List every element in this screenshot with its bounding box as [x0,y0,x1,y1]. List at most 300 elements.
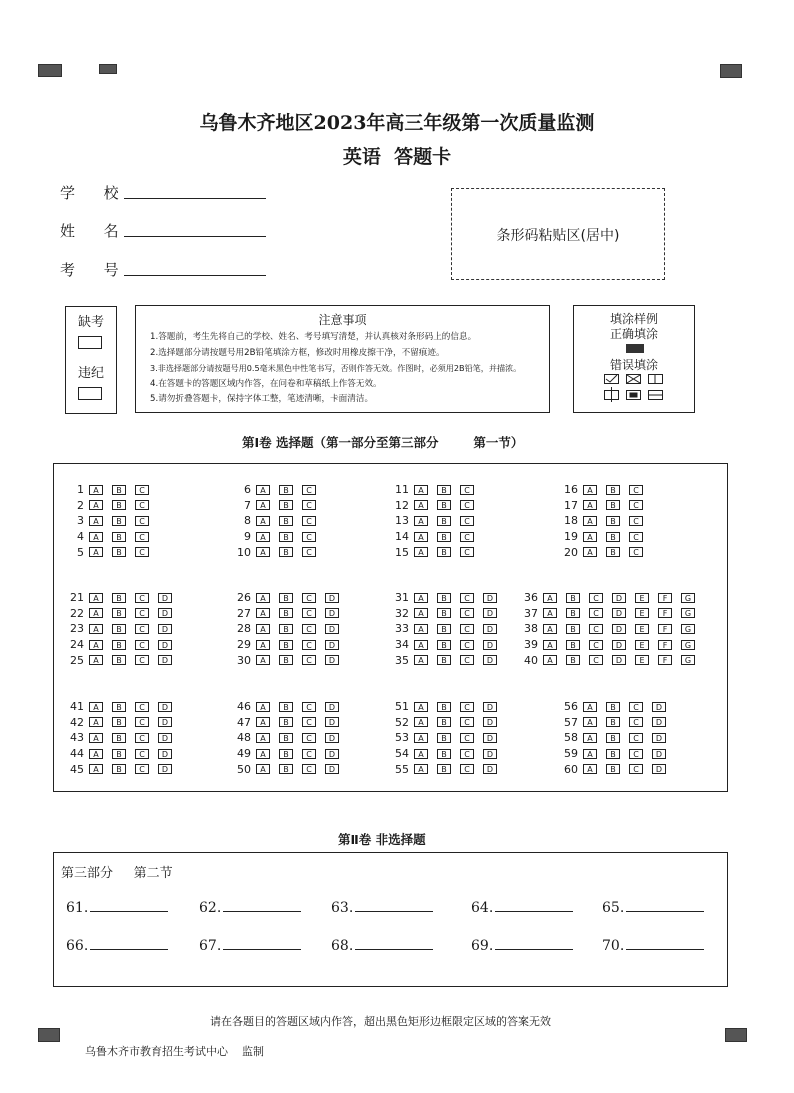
answer-bubble[interactable]: B [606,749,620,759]
answer-bubble[interactable]: A [89,547,103,557]
answer-bubble[interactable]: D [158,624,172,634]
answer-bubble[interactable]: D [158,764,172,774]
answer-bubble[interactable]: D [158,733,172,743]
answer-bubble[interactable]: E [635,593,649,603]
answer-bubble[interactable]: D [612,608,626,618]
question-number: 32 [395,606,409,620]
answer-bubble[interactable]: D [325,749,339,759]
answer-bubble[interactable]: B [437,593,451,603]
answer-bubble[interactable]: A [543,640,557,650]
answer-bubble[interactable]: C [589,593,603,603]
answer-bubble[interactable]: A [256,624,270,634]
answer-bubble[interactable]: A [89,593,103,603]
answer-bubble[interactable]: E [635,640,649,650]
answer-bubble[interactable]: G [681,608,695,618]
answer-bubble[interactable]: B [279,547,293,557]
answer-bubble[interactable]: A [89,733,103,743]
school-label: 学 校 [60,184,119,202]
barcode-label: 条形码粘贴区(居中) [496,228,620,244]
answer-bubble[interactable]: B [437,608,451,618]
question-row [516,590,704,606]
violation-checkbox[interactable] [78,387,102,400]
answer-bubble[interactable]: B [606,702,620,712]
answer-bubble[interactable]: B [437,764,451,774]
answer-blank[interactable] [66,935,168,954]
answer-bubble[interactable]: A [414,532,428,542]
answer-bubble[interactable]: B [112,608,126,618]
answer-bubble[interactable]: D [158,717,172,727]
answer-bubble[interactable]: C [302,764,316,774]
correct-fill-sample [626,344,644,353]
question-row [62,529,158,545]
answer-bubble[interactable]: A [89,640,103,650]
answer-bubble[interactable]: B [566,640,580,650]
answer-bubble[interactable]: A [256,717,270,727]
answer-bubble[interactable]: A [256,547,270,557]
answer-bubble[interactable]: C [302,516,316,526]
answer-bubble[interactable]: C [460,733,474,743]
answer-bubble[interactable]: D [158,593,172,603]
question-number: 43 [70,731,84,745]
answer-bubble[interactable]: C [302,485,316,495]
answer-bubble[interactable]: C [460,764,474,774]
question-row [387,699,506,715]
answer-bubble[interactable]: B [112,640,126,650]
question-number: 44 [70,747,84,761]
answer-bubble[interactable]: B [112,532,126,542]
answer-bubble[interactable]: D [325,624,339,634]
answer-bubble[interactable]: A [583,733,597,743]
question-row [229,637,348,653]
answer-bubble[interactable]: G [681,624,695,634]
answer-bubble[interactable]: C [460,624,474,634]
question-number: 15 [395,545,409,559]
answer-bubble[interactable]: C [302,717,316,727]
answer-bubble[interactable]: A [583,500,597,510]
answer-bubble[interactable]: B [279,485,293,495]
question-number: 22 [70,606,84,620]
answer-bubble[interactable]: A [89,764,103,774]
answer-bubble[interactable]: B [606,717,620,727]
answer-bubble[interactable]: A [256,640,270,650]
answer-bubble[interactable]: A [256,749,270,759]
answer-bubble[interactable]: A [89,485,103,495]
name-field[interactable] [124,220,266,237]
registration-mark-bottom-right [725,1028,747,1042]
answer-bubble[interactable]: B [112,485,126,495]
answer-bubble[interactable]: A [414,624,428,634]
answer-bubble[interactable]: C [302,608,316,618]
answer-bubble[interactable]: D [158,749,172,759]
answer-bubble[interactable]: C [629,764,643,774]
answer-bubble[interactable]: B [279,516,293,526]
answer-bubble[interactable]: D [483,655,497,665]
answer-bubble[interactable]: A [414,485,428,495]
answer-bubble[interactable]: B [279,749,293,759]
answer-bubble[interactable]: B [606,733,620,743]
answer-bubble[interactable]: C [135,717,149,727]
answer-blank[interactable] [66,897,168,916]
answer-bubble[interactable]: C [135,516,149,526]
answer-bubble[interactable]: C [460,608,474,618]
answer-bubble[interactable]: B [112,624,126,634]
answer-bubble[interactable]: C [460,749,474,759]
absent-checkbox[interactable] [78,336,102,349]
answer-bubble[interactable]: A [583,532,597,542]
answer-bubble[interactable]: B [606,532,620,542]
answer-bubble[interactable]: D [652,749,666,759]
answer-bubble[interactable]: D [483,749,497,759]
answer-bubble[interactable]: F [658,655,672,665]
answer-bubble[interactable]: A [543,608,557,618]
answer-bubble[interactable]: A [414,733,428,743]
answer-bubble[interactable]: A [583,749,597,759]
answer-bubble[interactable]: B [437,749,451,759]
answer-bubble[interactable]: C [589,640,603,650]
answer-bubble[interactable]: C [135,532,149,542]
answer-bubble[interactable]: D [325,640,339,650]
answer-bubble[interactable]: A [89,532,103,542]
answer-bubble[interactable]: A [583,702,597,712]
answer-bubble[interactable]: D [325,717,339,727]
answer-bubble[interactable]: B [437,485,451,495]
answer-bubble[interactable]: A [543,624,557,634]
answer-bubble[interactable]: D [612,655,626,665]
answer-bubble[interactable]: D [483,640,497,650]
answer-bubble[interactable]: F [658,608,672,618]
answer-bubble[interactable]: D [325,702,339,712]
answer-blank[interactable] [471,897,573,916]
blank-line[interactable] [355,935,433,950]
answer-bubble[interactable]: D [612,593,626,603]
answer-bubble[interactable]: G [681,655,695,665]
blank-number: 62. [199,900,222,916]
answer-bubble[interactable]: C [302,624,316,634]
question-row [229,606,348,622]
barcode-area[interactable] [451,188,665,280]
answer-bubble[interactable]: B [112,655,126,665]
answer-bubble[interactable]: B [279,717,293,727]
answer-bubble[interactable]: C [302,593,316,603]
answer-blank[interactable] [471,935,573,954]
answer-bubble[interactable]: B [606,764,620,774]
answer-bubble[interactable]: A [89,702,103,712]
answer-bubble[interactable]: C [460,500,474,510]
answer-bubble[interactable]: C [460,717,474,727]
answer-bubble[interactable]: C [629,717,643,727]
blank-number: 63. [331,900,354,916]
answer-bubble[interactable]: A [414,608,428,618]
blank-number: 65. [602,900,625,916]
answer-bubble[interactable]: C [629,532,643,542]
answer-bubble[interactable]: B [437,733,451,743]
answer-bubble[interactable]: B [112,733,126,743]
answer-bubble[interactable]: D [652,717,666,727]
answer-bubble[interactable]: C [302,532,316,542]
answer-bubble[interactable]: A [256,500,270,510]
answer-bubble[interactable]: C [460,516,474,526]
question-row [229,730,348,746]
blank-line[interactable] [355,897,433,912]
question-number: 27 [237,606,251,620]
answer-bubble[interactable]: B [566,608,580,618]
answer-bubble[interactable]: D [325,764,339,774]
answer-bubble[interactable]: F [658,640,672,650]
answer-bubble[interactable]: B [437,624,451,634]
answer-bubble[interactable]: A [256,608,270,618]
answer-bubble[interactable]: A [414,640,428,650]
answer-bubble[interactable]: A [89,516,103,526]
answer-bubble[interactable]: C [135,655,149,665]
answer-bubble[interactable]: C [302,702,316,712]
answer-bubble[interactable]: C [460,532,474,542]
answer-bubble[interactable]: G [681,640,695,650]
answer-bubble[interactable]: B [279,640,293,650]
answer-bubble[interactable]: D [325,655,339,665]
question-group [229,699,348,777]
answer-bubble[interactable]: B [606,547,620,557]
answer-bubble[interactable]: A [583,485,597,495]
answer-bubble[interactable]: A [256,764,270,774]
answer-bubble[interactable]: A [256,593,270,603]
answer-bubble[interactable]: A [414,764,428,774]
answer-bubble[interactable]: D [483,608,497,618]
blank-line[interactable] [495,935,573,950]
answer-blank[interactable] [199,897,301,916]
answer-blank[interactable] [199,935,301,954]
answer-bubble[interactable]: C [135,640,149,650]
answer-bubble[interactable]: A [543,593,557,603]
answer-bubble[interactable]: C [629,749,643,759]
answer-bubble[interactable]: C [302,547,316,557]
answer-bubble[interactable]: B [279,764,293,774]
answer-bubble[interactable]: C [302,655,316,665]
answer-blank[interactable] [331,935,433,954]
answer-bubble[interactable]: D [158,702,172,712]
blank-line[interactable] [626,935,704,950]
answer-bubble[interactable]: A [583,764,597,774]
answer-bubble[interactable]: A [89,624,103,634]
answer-bubble[interactable]: D [325,608,339,618]
answer-bubble[interactable]: C [135,733,149,743]
answer-bubble[interactable]: A [256,516,270,526]
answer-bubble[interactable]: D [483,733,497,743]
answer-bubble[interactable]: B [112,516,126,526]
question-number: 48 [237,731,251,745]
answer-bubble[interactable]: F [658,593,672,603]
answer-bubble[interactable]: C [629,733,643,743]
answer-bubble[interactable]: B [437,532,451,542]
answer-blank[interactable] [602,897,704,916]
answer-bubble[interactable]: A [583,516,597,526]
answer-bubble[interactable]: B [437,500,451,510]
answer-bubble[interactable]: B [606,485,620,495]
blank-line[interactable] [495,897,573,912]
answer-bubble[interactable]: C [302,500,316,510]
answer-bubble[interactable]: B [279,733,293,743]
answer-bubble[interactable]: A [89,500,103,510]
answer-bubble[interactable]: D [483,593,497,603]
question-number: 4 [77,530,84,544]
answer-bubble[interactable]: A [414,500,428,510]
question-number: 41 [70,700,84,714]
answer-bubble[interactable]: D [483,624,497,634]
wrong-cross-sample [627,375,641,384]
footer-issuer: 乌鲁木齐市教育招生考试中心 监制 [85,1045,264,1058]
answer-bubble[interactable]: D [483,764,497,774]
question-number: 31 [395,591,409,605]
answer-bubble[interactable]: B [112,749,126,759]
answer-bubble[interactable]: C [135,702,149,712]
answer-bubble[interactable]: B [566,655,580,665]
answer-bubble[interactable]: D [158,640,172,650]
answer-bubble[interactable]: A [414,547,428,557]
blank-line[interactable] [626,897,704,912]
answer-bubble[interactable]: D [483,717,497,727]
answer-blank[interactable] [331,897,433,916]
school-field[interactable] [124,182,266,199]
answer-bubble[interactable]: A [414,593,428,603]
answer-bubble[interactable]: B [112,593,126,603]
answer-bubble[interactable]: C [135,764,149,774]
blank-line[interactable] [90,935,168,950]
question-row [516,637,704,653]
answer-bubble[interactable]: D [652,733,666,743]
answer-bubble[interactable]: B [437,547,451,557]
answer-bubble[interactable]: A [256,733,270,743]
answer-bubble[interactable]: A [414,749,428,759]
answer-bubble[interactable]: C [629,500,643,510]
answer-bubble[interactable]: B [279,702,293,712]
answer-bubble[interactable]: A [414,717,428,727]
answer-bubble[interactable]: B [279,593,293,603]
answer-bubble[interactable]: B [437,717,451,727]
answer-bubble[interactable]: C [460,485,474,495]
answer-bubble[interactable]: B [437,702,451,712]
answer-bubble[interactable]: B [279,608,293,618]
answer-bubble[interactable]: A [256,485,270,495]
answer-bubble[interactable]: B [279,624,293,634]
question-row [556,498,652,514]
answer-bubble[interactable]: D [652,702,666,712]
answer-bubble[interactable]: B [566,593,580,603]
answer-bubble[interactable]: C [460,702,474,712]
question-number: 54 [395,747,409,761]
question-row [229,529,325,545]
answer-bubble[interactable]: F [658,624,672,634]
answer-bubble[interactable]: A [583,717,597,727]
question-row [516,606,704,622]
answer-bubble[interactable]: B [606,516,620,526]
answer-bubble[interactable]: B [437,655,451,665]
answer-bubble[interactable]: C [135,624,149,634]
answer-bubble[interactable]: D [158,655,172,665]
answer-bubble[interactable]: B [112,702,126,712]
answer-bubble[interactable]: A [583,547,597,557]
answer-bubble[interactable]: C [135,608,149,618]
exam-id-label: 考 号 [60,261,119,279]
blank-line[interactable] [90,897,168,912]
answer-bubble[interactable]: B [279,655,293,665]
answer-bubble[interactable]: C [135,547,149,557]
answer-bubble[interactable]: B [437,516,451,526]
exam-id-field[interactable] [124,259,266,276]
answer-bubble[interactable]: C [629,547,643,557]
answer-bubble[interactable]: C [589,655,603,665]
question-number: 16 [564,483,578,497]
answer-bubble[interactable]: E [635,608,649,618]
answer-blank[interactable] [602,935,704,954]
answer-bubble[interactable]: E [635,624,649,634]
section1-heading: 第Ⅰ卷 选择题（第一部分至第三部分 第一节） [242,435,524,450]
answer-bubble[interactable]: C [302,640,316,650]
answer-bubble[interactable]: C [135,485,149,495]
question-number: 6 [244,483,251,497]
answer-bubble[interactable]: A [414,516,428,526]
answer-bubble[interactable]: C [629,702,643,712]
answer-bubble[interactable]: D [652,764,666,774]
answer-bubble[interactable]: A [89,608,103,618]
answer-bubble[interactable]: D [325,733,339,743]
answer-bubble[interactable]: E [635,655,649,665]
answer-bubble[interactable]: B [606,500,620,510]
answer-bubble[interactable]: A [256,702,270,712]
answer-bubble[interactable]: B [437,640,451,650]
answer-bubble[interactable]: D [158,608,172,618]
answer-bubble[interactable]: C [135,500,149,510]
answer-bubble[interactable]: B [279,532,293,542]
answer-bubble[interactable]: C [629,485,643,495]
answer-bubble[interactable]: C [460,547,474,557]
answer-bubble[interactable]: A [256,655,270,665]
answer-bubble[interactable]: B [112,717,126,727]
answer-bubble[interactable]: C [135,593,149,603]
answer-bubble[interactable]: A [414,655,428,665]
answer-bubble[interactable]: D [612,640,626,650]
question-number: 46 [237,700,251,714]
answer-bubble[interactable]: D [325,593,339,603]
answer-bubble[interactable]: B [112,500,126,510]
answer-bubble[interactable]: D [612,624,626,634]
answer-bubble[interactable]: A [414,702,428,712]
question-group [556,482,652,560]
answer-bubble[interactable]: B [279,500,293,510]
answer-bubble[interactable]: G [681,593,695,603]
answer-bubble[interactable]: C [589,608,603,618]
answer-bubble[interactable]: C [629,516,643,526]
answer-bubble[interactable]: A [89,749,103,759]
answer-bubble[interactable]: B [566,624,580,634]
answer-bubble[interactable]: C [460,640,474,650]
answer-bubble[interactable]: C [460,593,474,603]
answer-bubble[interactable]: B [112,547,126,557]
question-row [387,513,483,529]
answer-bubble[interactable]: C [302,733,316,743]
answer-bubble[interactable]: C [589,624,603,634]
answer-bubble[interactable]: D [483,702,497,712]
answer-bubble[interactable]: C [302,749,316,759]
answer-bubble[interactable]: A [89,717,103,727]
blank-line[interactable] [223,897,301,912]
question-row [62,498,158,514]
answer-bubble[interactable]: C [460,655,474,665]
answer-bubble[interactable]: A [543,655,557,665]
answer-bubble[interactable]: A [89,655,103,665]
answer-bubble[interactable]: B [112,764,126,774]
blank-line[interactable] [223,935,301,950]
answer-bubble[interactable]: C [135,749,149,759]
answer-bubble[interactable]: A [256,532,270,542]
